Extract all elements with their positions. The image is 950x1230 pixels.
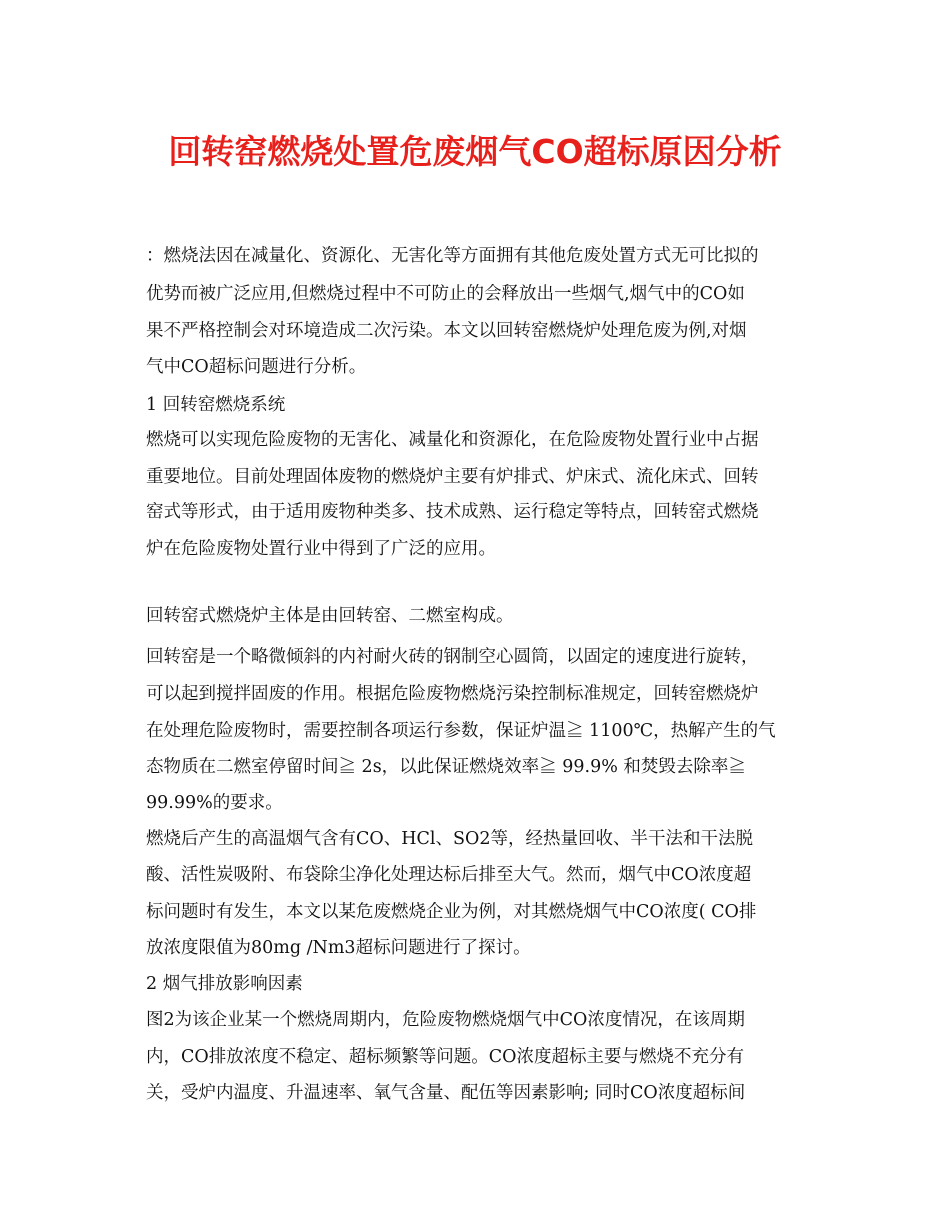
body-line: 在处理危险废物时，需要控制各项运行参数，保证炉温≧ 1100℃，热解产生的气 <box>146 721 776 741</box>
document-title: 回转窑燃烧处置危废烟气CO超标原因分析 <box>168 132 782 171</box>
body-line: 可以起到搅拌固废的作用。根据危险废物燃烧污染控制标准规定，回转窑燃烧炉 <box>146 684 759 704</box>
body-line: 99.99%的要求。 <box>146 793 283 813</box>
body-line: 态物质在二燃室停留时间≧ 2s，以此保证燃烧效率≧ 99.9% 和焚毁去除率≧ <box>146 757 746 777</box>
body-line: 燃烧后产生的高温烟气含有CO、HCl、SO2等，经热量回收、半干法和干法脱 <box>146 829 753 849</box>
body-line: 燃烧可以实现危险废物的无害化、减量化和资源化，在危险废物处置行业中占据 <box>146 430 759 450</box>
body-line: ：燃烧法因在减量化、资源化、无害化等方面拥有其他危废处置方式无可比拟的 <box>146 246 759 266</box>
body-line: 图2为该企业某一个燃烧周期内，危险废物燃烧烟气中CO浓度情况，在该周期 <box>146 1010 745 1030</box>
body-line: 放浓度限值为80mg /Nm3超标问题进行了探讨。 <box>146 938 531 958</box>
body-line: 气中CO超标问题进行分析。 <box>146 357 367 377</box>
section-heading: 2 烟气排放影响因素 <box>146 974 303 994</box>
body-line: 酸、活性炭吸附、布袋除尘净化处理达标后排至大气。然而，烟气中CO浓度超 <box>146 865 752 885</box>
body-line: 关，受炉内温度、升温速率、氧气含量、配伍等因素影响; 同时CO浓度超标间 <box>146 1083 746 1103</box>
body-line: 重要地位。目前处理固体废物的燃烧炉主要有炉排式、炉床式、流化床式、回转 <box>146 467 759 487</box>
body-line: 标问题时有发生，本文以某危废燃烧企业为例，对其燃烧烟气中CO浓度( CO排 <box>146 902 757 922</box>
section-heading: 1 回转窑燃烧系统 <box>146 395 286 415</box>
body-line: 优势而被广泛应用,但燃烧过程中不可防止的会释放出一些烟气,烟气中的CO如 <box>146 284 745 304</box>
body-line: 炉在危险废物处置行业中得到了广泛的应用。 <box>146 539 496 559</box>
body-line: 果不严格控制会对环境造成二次污染。本文以回转窑燃烧炉处理危废为例,对烟 <box>146 321 747 341</box>
body-line: 回转窑式燃烧炉主体是由回转窑、二燃室构成。 <box>146 606 514 626</box>
body-line: 窑式等形式，由于适用废物种类多、技术成熟、运行稳定等特点，回转窑式燃烧 <box>146 502 759 522</box>
body-line: 回转窑是一个略微倾斜的内衬耐火砖的钢制空心圆筒，以固定的速度进行旋转， <box>146 647 759 667</box>
body-line: 内，CO排放浓度不稳定、超标频繁等问题。CO浓度超标主要与燃烧不充分有 <box>146 1047 744 1067</box>
